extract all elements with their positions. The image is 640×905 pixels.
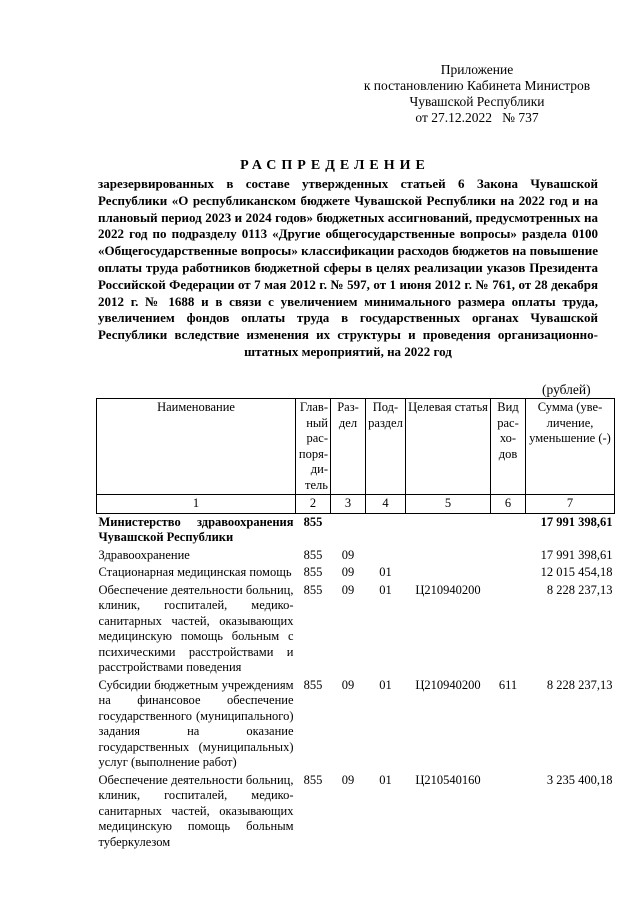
row-grbs: 855 [303, 547, 323, 562]
table-header-row [97, 399, 615, 495]
row-podrazdel [366, 513, 406, 547]
col-number: 1 [97, 495, 296, 514]
row-podrazdel: 01 [379, 772, 392, 787]
header-name: Наименование [97, 399, 296, 495]
annex-block [352, 62, 602, 126]
header-razdel: Раздел [331, 399, 366, 495]
row-razdel: 09 [341, 677, 355, 692]
row-razdel: 09 [341, 547, 355, 562]
annex-line-4: от 27.12.2022 № 737 [415, 110, 539, 125]
table-row [97, 513, 615, 547]
row-expense-type [491, 582, 526, 677]
row-name: Здравоохранение [98, 547, 190, 562]
distribution-table [96, 398, 615, 851]
row-expense-type [491, 513, 526, 547]
column-numbers-row [97, 495, 615, 514]
row-name: Обеспечение деятельности больниц, клиник, госпиталей, медико-санитарных частей, оказывающих медицинскую помощь больным с психическими расстройствами и расстройствами поведения [98, 582, 294, 674]
table-row [97, 677, 615, 772]
row-name: Субсидии бюджетным учреждениям на финансовое обеспечение государственного (муниципального) задания на оказание государственных (муниципальных) услуг (выполнение работ) [98, 677, 294, 769]
row-grbs: 855 [303, 677, 323, 692]
row-grbs: 855 [303, 582, 323, 597]
row-name: Обеспечение деятельности больниц, клиник, госпиталей, медико-санитарных частей, оказывающих медицинскую помощь больным туберкулезом [98, 772, 294, 849]
header-grbs: Главный распорядитель [296, 399, 331, 495]
table-row [97, 772, 615, 852]
row-target-article [406, 547, 491, 565]
row-target-article [406, 513, 491, 547]
table-row [97, 547, 615, 565]
header-podrazdel: Подраздел [366, 399, 406, 495]
row-target-article: Ц210940200 [415, 582, 481, 597]
row-expense-type: 611 [498, 677, 518, 692]
col-number: 7 [526, 495, 615, 514]
annex-line-1: Приложение [440, 62, 514, 77]
row-target-article: Ц210540160 [415, 772, 481, 787]
table-row [97, 564, 615, 582]
row-expense-type [491, 564, 526, 582]
row-podrazdel: 01 [379, 565, 392, 579]
row-podrazdel: 01 [379, 677, 392, 692]
annex-line-3: Чувашской Республики [409, 94, 545, 109]
header-sum: Сумма (увеличение, уменьшение (-) [526, 399, 615, 495]
col-number: 2 [296, 495, 331, 514]
row-grbs: 855 [303, 514, 323, 529]
row-sum: 8 228 237,13 [546, 677, 613, 692]
row-sum: 3 235 400,18 [546, 772, 613, 787]
row-sum: 12 015 454,18 [540, 565, 613, 579]
row-grbs: 855 [303, 565, 323, 579]
row-expense-type [491, 772, 526, 852]
row-razdel: 09 [341, 772, 355, 787]
col-number: 4 [366, 495, 406, 514]
table-row [97, 582, 615, 677]
row-sum: 17 991 398,61 [540, 514, 613, 529]
row-expense-type [491, 547, 526, 565]
row-podrazdel: 01 [379, 582, 392, 597]
row-sum: 17 991 398,61 [540, 547, 613, 562]
row-target-article: Ц210940200 [415, 677, 481, 692]
row-razdel [331, 513, 366, 547]
col-number: 3 [331, 495, 366, 514]
row-target-article [406, 564, 491, 582]
units-label: (рублей) [542, 382, 591, 397]
row-name: Министерство здравоохранения Чувашской Республики [98, 514, 294, 544]
row-sum: 8 228 237,13 [546, 582, 613, 597]
row-podrazdel [366, 547, 406, 565]
header-expense-type: Вид расходов [491, 399, 526, 495]
document-title: РАСПРЕДЕЛЕНИЕ [240, 158, 430, 173]
annex-line-2: к постановлению Кабинета Министров [363, 78, 591, 93]
row-name: Стационарная медицинская помощь [98, 565, 292, 579]
document-subtitle: зарезервированных в составе утвержденных статьей 6 Закона Чувашской Республики «О республиканском бюджете Чувашской Республики на 2022 год и на плановый период 2023 и 2024 годов» бюджетных ассигнований, предусмотренных на 2022 год по подразделу 0113 «Другие общегосударственные вопросы» раздела 0100 «Общегосударственные вопросы» классификации расходов бюджетов на повышение оплаты труда работников бюджетной сферы в целях реализации указов Президента Российской Федерации от 7 мая 2012 г. № 597, от 1 июня 2012 г. № 761, от 28 декабря 2012 г. № 1688 и в связи с увеличением минимального размера оплаты труда, увеличением фондов оплаты труда в государственных органах Чувашской Республики вследствие изменения их структуры и проведения организационно-штатных мероприятий, на 2022 год [98, 176, 598, 359]
col-number: 5 [406, 495, 491, 514]
col-number: 6 [491, 495, 526, 514]
header-target-article: Целевая статья [406, 399, 491, 495]
row-razdel: 09 [341, 565, 355, 579]
row-grbs: 855 [303, 772, 323, 787]
row-razdel: 09 [341, 582, 355, 597]
